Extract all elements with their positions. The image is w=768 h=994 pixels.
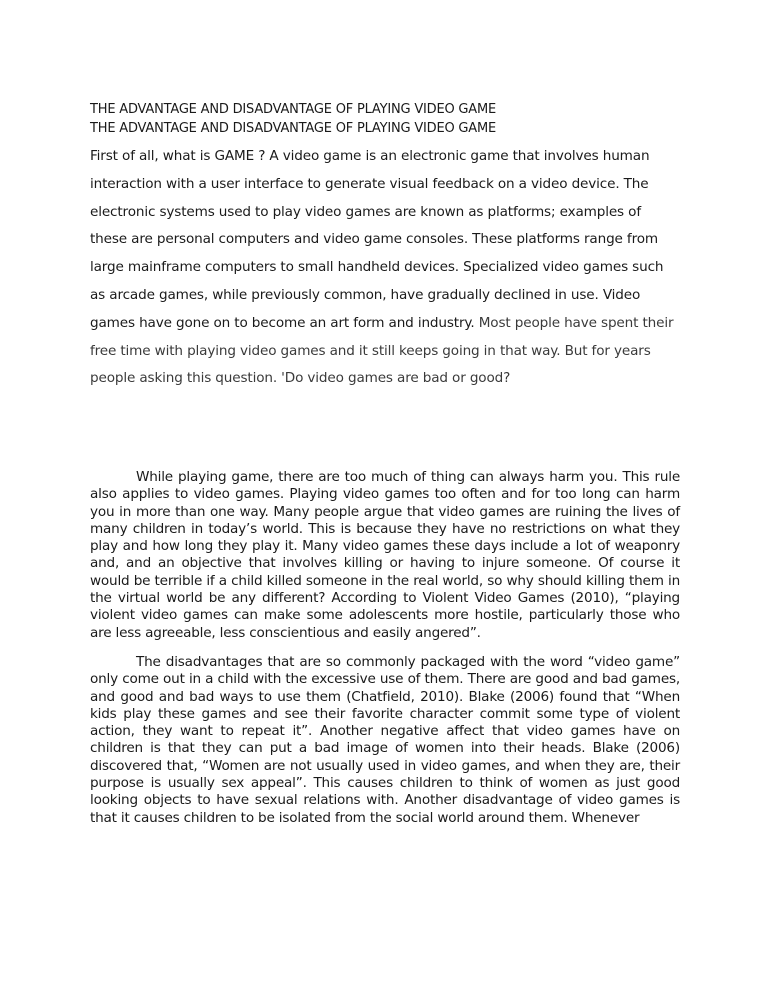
body-text	[90, 469, 680, 827]
document-header	[90, 100, 680, 393]
intro-main-text: First of all, what is GAME ? A video game is an electronic game that involves human interaction with a user interface to generate visual feedback on a video device. The electronic systems used to play video games are known as platforms; examples of these are personal computers and video game consoles. These platforms range from large mainframe computers to small handheld devices. Specialized video games such as arcade games, while previously common, have gradually declined in use. Video games have gone on to become an art form and industry.	[90, 148, 664, 331]
document-title-line-2: THE ADVANTAGE AND DISADVANTAGE OF PLAYING VIDEO GAME	[90, 121, 497, 136]
intro-continuation-text: Most people have spent their free time with playing video games and it still keeps going in that way. But for years people asking this question. 'Do video games are bad or good?	[90, 314, 674, 387]
paragraph-harm: While playing game, there are too much of thing can always harm you. This rule also applies to video games. Playing video games too often and for too long can harm you in more than one way. Many people argue that video games are ruining the lives of many children in today’s world. This is because they have no restrictions on what they play and how long they play it. Many video games these days include a lot of weaponry and, and an objective that involves killing or having to injure someone. Of course it would be terrible if a child killed someone in the real world, so why should killing them in the virtual world be any different? According to Violent Video Games (2010), “playing violent video games can make some adolescents more hostile, particularly those who are less agreeable, less conscientious and easily angered”.	[90, 469, 680, 641]
paragraph-disadvantages: The disadvantages that are so commonly packaged with the word “video game” only come out in a child with the excessive use of them. There are good and bad games, and good and bad ways to use them (Chatfield, 2010). Blake (2006) found that “When kids play these games and see their favorite character commit some type of violent action, they want to repeat it”. Another negative affect that video games have on children is that they can put a bad image of women into their heads. Blake (2006) discovered that, “Women are not usually used in video games, and when they are, their purpose is usually sex appeal”. This causes children to think of women as just good looking objects to have sexual relations with. Another disadvantage of video games is that it causes children to be isolated from the social world around them. Whenever	[90, 653, 680, 826]
document-title-line-1: THE ADVANTAGE AND DISADVANTAGE OF PLAYING VIDEO GAME	[90, 102, 497, 117]
intro-paragraph	[90, 143, 680, 393]
